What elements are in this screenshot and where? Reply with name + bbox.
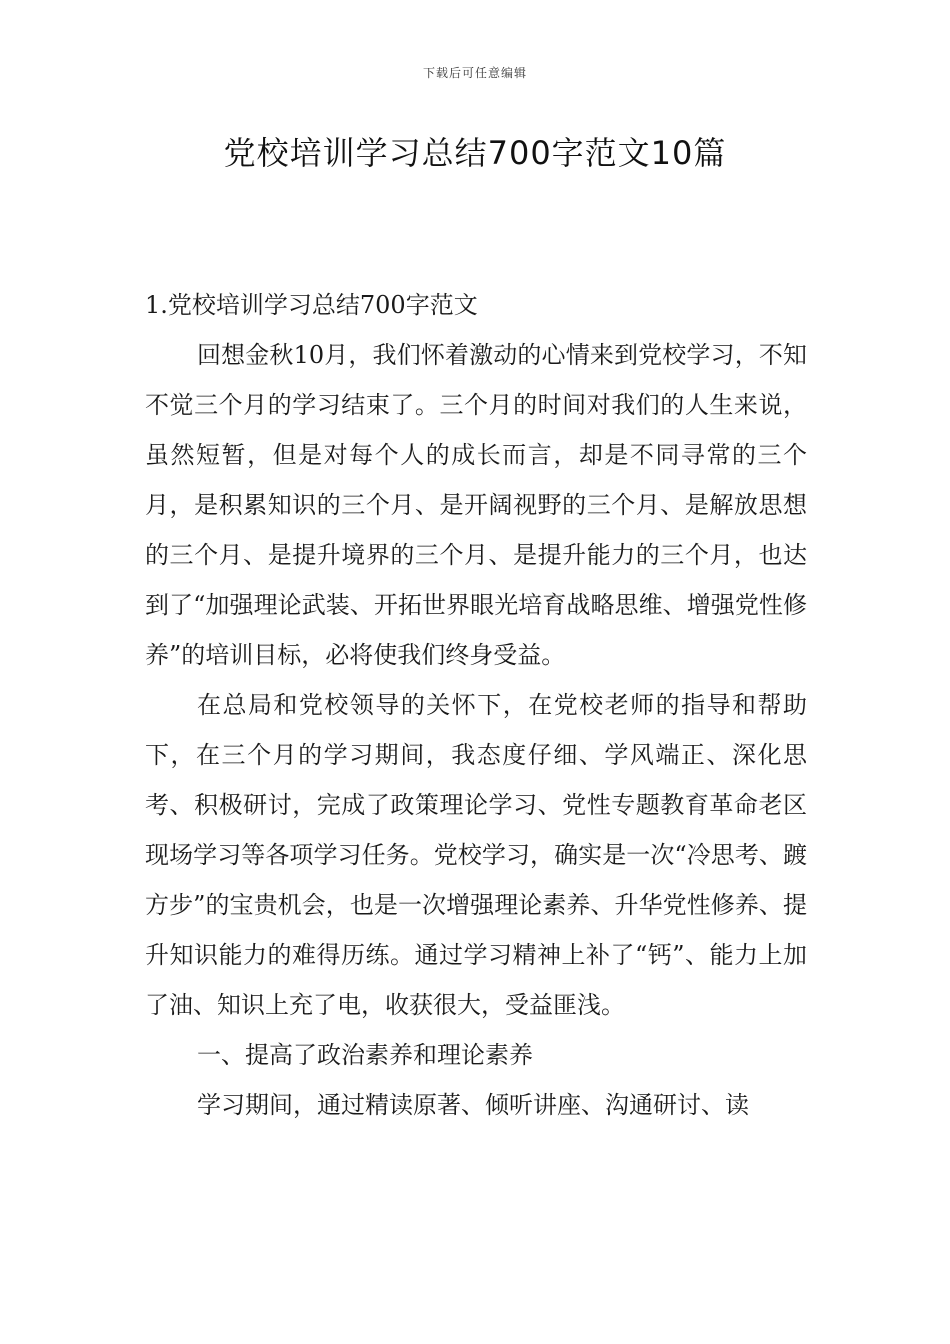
header-note: 下载后可任意编辑 (422, 66, 527, 80)
paragraph: 回想金秋10月，我们怀着激动的心情来到党校学习，不知不觉三个月的学习结束了。三个月的时间对我们的人生来说，虽然短暂，但是对每个人的成长而言，却是不同寻常的三个月，是积累知识的三个月、是开阔视野的三个月、是解放思想的三个月、是提升境界的三个月、是提升能力的三个月，也达到了“加强理论武装、开拓世界眼光培育战略思维、增强党性修养”的培训目标，必将使我们终身受益。 (145, 341, 807, 669)
subsection-heading: 一、提高了政治素养和理论素养 (197, 1041, 533, 1069)
paragraph: 在总局和党校领导的关怀下，在党校老师的指导和帮助下，在三个月的学习期间，我态度仔细、学风端正、深化思考、积极研讨，完成了政策理论学习、党性专题教育革命老区现场学习等各项学习任务。党校学习，确实是一次“冷思考、踱方步”的宝贵机会，也是一次增强理论素养、升华党性修养、提升知识能力的难得历练。通过学习精神上补了“钙”、能力上加了油、知识上充了电，收获很大，受益匪浅。 (145, 691, 807, 1019)
document-title: 党校培训学习总结700字范文10篇 (223, 134, 727, 172)
section-heading: 1.党校培训学习总结700字范文 (145, 291, 478, 319)
document-body (145, 280, 807, 1130)
paragraph: 学习期间，通过精读原著、倾听讲座、沟通研讨、读 (197, 1091, 749, 1119)
